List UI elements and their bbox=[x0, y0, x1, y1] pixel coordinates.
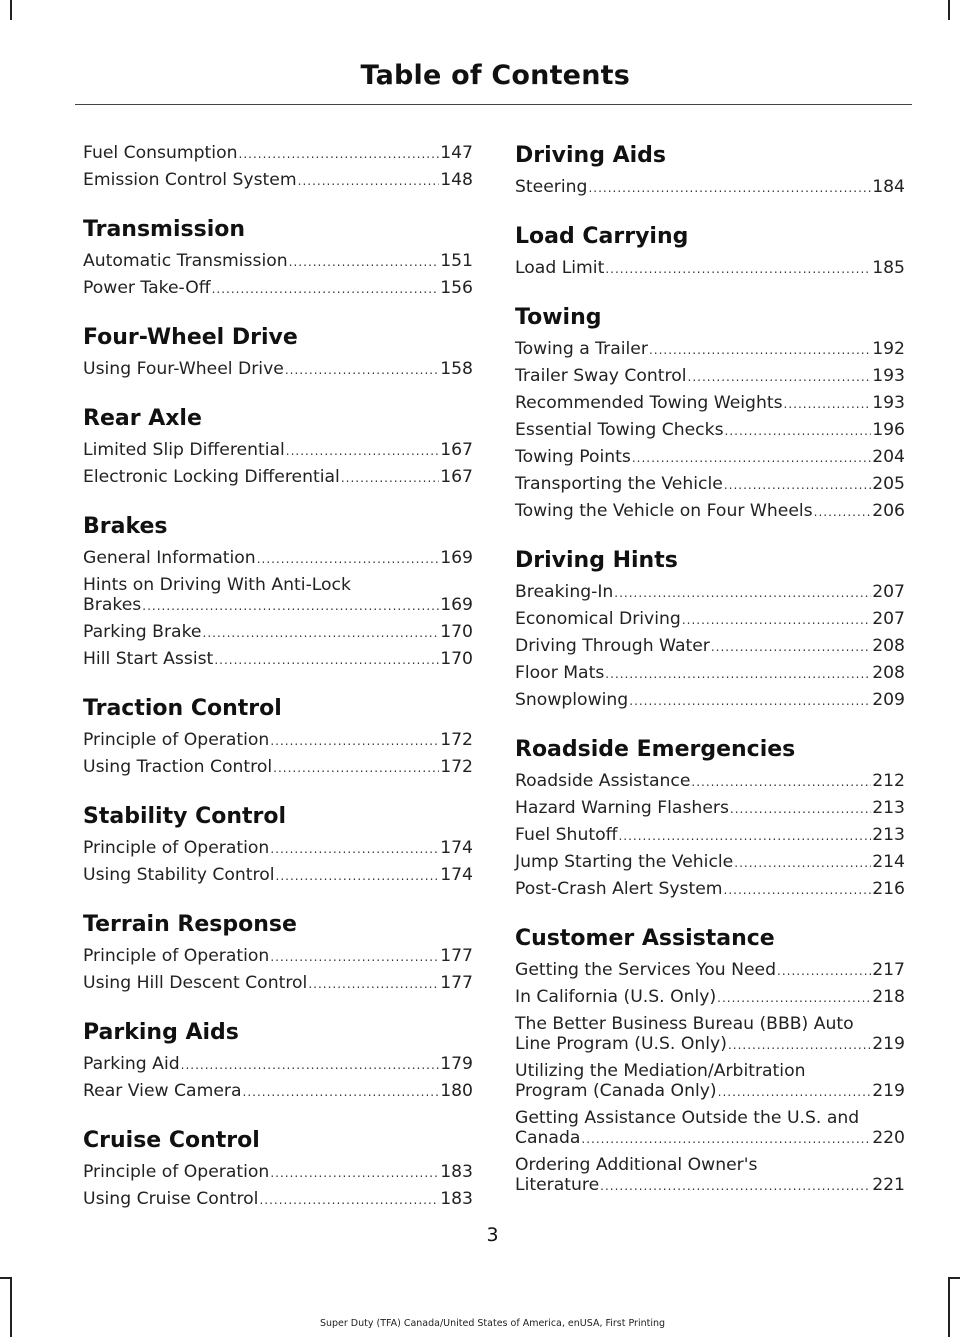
toc-entry[interactable] bbox=[515, 420, 905, 441]
dot-leader bbox=[717, 988, 871, 1008]
toc-entry[interactable] bbox=[515, 1014, 905, 1055]
crop-mark-top-left bbox=[10, 0, 12, 20]
toc-entry-title: Using Four-Wheel Drive bbox=[83, 359, 284, 379]
section-heading: Transmission bbox=[83, 217, 246, 242]
toc-entry-page: 148 bbox=[440, 170, 473, 190]
toc-entry[interactable] bbox=[83, 251, 473, 272]
toc-entry-page: 208 bbox=[872, 663, 905, 683]
toc-section bbox=[83, 143, 473, 191]
toc-entry-page: 177 bbox=[440, 946, 473, 966]
toc-entry-title-line1: Getting Assistance Outside the U.S. and bbox=[515, 1108, 860, 1128]
toc-section bbox=[515, 224, 905, 279]
toc-entry[interactable] bbox=[83, 973, 473, 994]
toc-entry-title: Economical Driving bbox=[515, 609, 681, 629]
toc-entry-title: Program (Canada Only) bbox=[515, 1081, 717, 1101]
section-heading: Roadside Emergencies bbox=[515, 737, 796, 762]
toc-entry-page: 219 bbox=[872, 1081, 905, 1101]
toc-entry-title: Hazard Warning Flashers bbox=[515, 798, 729, 818]
dot-leader bbox=[600, 1176, 871, 1196]
dot-leader bbox=[308, 974, 439, 994]
section-heading: Terrain Response bbox=[83, 912, 297, 937]
toc-entry-page: 208 bbox=[872, 636, 905, 656]
crop-mark-top-right bbox=[948, 0, 950, 20]
toc-right-column bbox=[515, 143, 905, 1222]
toc-entry-page: 169 bbox=[440, 548, 473, 568]
toc-section bbox=[83, 804, 473, 886]
crop-mark-bottom-right-h bbox=[948, 1277, 960, 1279]
dot-leader bbox=[784, 394, 872, 414]
toc-entry-page: 177 bbox=[440, 973, 473, 993]
toc-entry-title: Transporting the Vehicle bbox=[515, 474, 723, 494]
toc-section bbox=[515, 305, 905, 522]
toc-entry-title: Parking Brake bbox=[83, 622, 202, 642]
dot-leader bbox=[629, 691, 871, 711]
toc-entry-page: 179 bbox=[440, 1054, 473, 1074]
toc-entry[interactable] bbox=[515, 663, 905, 684]
toc-entry-page: 216 bbox=[872, 879, 905, 899]
toc-entry[interactable] bbox=[83, 1081, 473, 1102]
toc-entry[interactable] bbox=[83, 1162, 473, 1183]
toc-entry[interactable] bbox=[515, 1061, 905, 1102]
dot-leader bbox=[214, 650, 439, 670]
section-heading: Driving Hints bbox=[515, 548, 678, 573]
dot-leader bbox=[203, 623, 440, 643]
dot-leader bbox=[725, 421, 872, 441]
dot-leader bbox=[649, 340, 871, 360]
dot-leader bbox=[270, 839, 439, 859]
toc-entry[interactable] bbox=[515, 366, 905, 387]
toc-entry-title: Canada bbox=[515, 1128, 581, 1148]
dot-leader bbox=[243, 1082, 440, 1102]
toc-entry-page: 196 bbox=[872, 420, 905, 440]
page-number: 3 bbox=[486, 1224, 499, 1246]
toc-entry-page: 218 bbox=[872, 987, 905, 1007]
section-heading: Rear Axle bbox=[83, 406, 202, 431]
toc-section bbox=[83, 514, 473, 670]
dot-leader bbox=[581, 1129, 871, 1149]
toc-entry-page: 183 bbox=[440, 1162, 473, 1182]
toc-entry-title: Trailer Sway Control bbox=[515, 366, 687, 386]
toc-entry-page: 170 bbox=[440, 649, 473, 669]
dot-leader bbox=[341, 468, 439, 488]
toc-entry-page: 219 bbox=[872, 1034, 905, 1054]
section-heading: Stability Control bbox=[83, 804, 287, 829]
toc-entry[interactable] bbox=[83, 622, 473, 643]
toc-entry-page: 204 bbox=[872, 447, 905, 467]
toc-entry-page: 207 bbox=[872, 582, 905, 602]
toc-entry-title: Parking Aid bbox=[83, 1054, 180, 1074]
toc-entry-page: 213 bbox=[872, 798, 905, 818]
footer-text: Super Duty (TFA) Canada/United States of America, enUSA, First Printing bbox=[319, 1318, 666, 1329]
section-heading: Four-Wheel Drive bbox=[83, 325, 298, 350]
toc-entry-title: Electronic Locking Differential bbox=[83, 467, 340, 487]
dot-leader bbox=[682, 610, 871, 630]
toc-entry-page: 192 bbox=[872, 339, 905, 359]
toc-entry-page: 183 bbox=[440, 1189, 473, 1209]
toc-entry[interactable] bbox=[515, 447, 905, 468]
toc-entry-title: Automatic Transmission bbox=[83, 251, 288, 271]
toc-entry[interactable] bbox=[515, 852, 905, 873]
toc-entry[interactable] bbox=[515, 258, 905, 279]
toc-entry-title: Post-Crash Alert System bbox=[515, 879, 723, 899]
dot-leader bbox=[276, 866, 440, 886]
dot-leader bbox=[270, 947, 439, 967]
toc-section bbox=[515, 548, 905, 711]
dot-leader bbox=[724, 475, 871, 495]
page-title: Table of Contents bbox=[360, 60, 630, 91]
section-heading: Parking Aids bbox=[83, 1020, 239, 1045]
section-heading: Cruise Control bbox=[83, 1128, 260, 1153]
toc-section bbox=[83, 406, 473, 488]
toc-entry-title: Hill Start Assist bbox=[83, 649, 214, 669]
dot-leader bbox=[728, 1035, 871, 1055]
toc-entry[interactable] bbox=[83, 467, 473, 488]
toc-entry-page: 172 bbox=[440, 757, 473, 777]
dot-leader bbox=[142, 596, 439, 616]
section-heading: Traction Control bbox=[83, 696, 282, 721]
toc-entry-title: Jump Starting the Vehicle bbox=[515, 852, 734, 872]
toc-entry[interactable] bbox=[83, 649, 473, 670]
toc-entry[interactable] bbox=[83, 730, 473, 751]
toc-entry[interactable] bbox=[83, 548, 473, 569]
toc-entry[interactable] bbox=[83, 440, 473, 461]
toc-entry[interactable] bbox=[515, 1108, 905, 1149]
toc-entry[interactable] bbox=[515, 636, 905, 657]
toc-entry[interactable] bbox=[83, 143, 473, 164]
dot-leader bbox=[814, 502, 872, 522]
toc-entry-title: Principle of Operation bbox=[83, 1162, 270, 1182]
section-heading: Customer Assistance bbox=[515, 926, 775, 951]
section-heading: Brakes bbox=[83, 514, 168, 539]
toc-entry-page: 147 bbox=[440, 143, 473, 163]
dot-leader bbox=[711, 637, 871, 657]
toc-entry[interactable] bbox=[515, 960, 905, 981]
toc-entry-title: Using Cruise Control bbox=[83, 1189, 259, 1209]
toc-entry[interactable] bbox=[515, 582, 905, 603]
toc-entry-page: 185 bbox=[872, 258, 905, 278]
toc-entry-title: Principle of Operation bbox=[83, 946, 270, 966]
dot-leader bbox=[289, 252, 440, 272]
toc-entry-title: Power Take-Off bbox=[83, 278, 211, 298]
toc-entry-title: Towing a Trailer bbox=[515, 339, 648, 359]
dot-leader bbox=[257, 549, 439, 569]
toc-entry-title-line1: Utilizing the Mediation/Arbitration bbox=[515, 1061, 806, 1081]
dot-leader bbox=[724, 880, 872, 900]
dot-leader bbox=[777, 961, 871, 981]
toc-entry[interactable] bbox=[515, 474, 905, 495]
toc-entry[interactable] bbox=[83, 1054, 473, 1075]
toc-entry-title: Emission Control System bbox=[83, 170, 297, 190]
toc-entry-title: Using Hill Descent Control bbox=[83, 973, 308, 993]
toc-section bbox=[515, 926, 905, 1196]
toc-entry-page: 170 bbox=[440, 622, 473, 642]
toc-entry[interactable] bbox=[515, 825, 905, 846]
toc-entry-title: Essential Towing Checks bbox=[515, 420, 724, 440]
toc-entry-page: 206 bbox=[872, 501, 905, 521]
dot-leader bbox=[734, 853, 871, 873]
toc-section bbox=[83, 325, 473, 380]
toc-section bbox=[83, 696, 473, 778]
toc-entry-page: 209 bbox=[872, 690, 905, 710]
toc-entry-page: 193 bbox=[872, 393, 905, 413]
toc-section bbox=[515, 737, 905, 900]
toc-entry[interactable] bbox=[515, 177, 905, 198]
section-heading: Load Carrying bbox=[515, 224, 689, 249]
toc-entry[interactable] bbox=[515, 1155, 905, 1196]
toc-section bbox=[83, 1020, 473, 1102]
dot-leader bbox=[273, 758, 439, 778]
toc-entry-title: Breaking-In bbox=[515, 582, 614, 602]
toc-entry-title-line1: The Better Business Bureau (BBB) Auto bbox=[515, 1014, 854, 1034]
toc-entry-page: 174 bbox=[440, 865, 473, 885]
dot-leader bbox=[605, 259, 871, 279]
toc-entry[interactable] bbox=[515, 609, 905, 630]
toc-entry-page: 207 bbox=[872, 609, 905, 629]
toc-entry-page: 158 bbox=[440, 359, 473, 379]
toc-entry-title: Using Stability Control bbox=[83, 865, 275, 885]
dot-leader bbox=[618, 826, 871, 846]
toc-entry-page: 151 bbox=[440, 251, 473, 271]
toc-left-column bbox=[83, 143, 473, 1236]
toc-entry-page: 184 bbox=[872, 177, 905, 197]
dot-leader bbox=[270, 1163, 439, 1183]
toc-entry[interactable] bbox=[83, 170, 473, 191]
toc-entry-page: 212 bbox=[872, 771, 905, 791]
toc-entry-page: 169 bbox=[440, 595, 473, 615]
toc-entry-page: 220 bbox=[872, 1128, 905, 1148]
toc-entry-title: Limited Slip Differential bbox=[83, 440, 285, 460]
toc-entry-title: General Information bbox=[83, 548, 256, 568]
dot-leader bbox=[605, 664, 871, 684]
dot-leader bbox=[688, 367, 872, 387]
toc-entry[interactable] bbox=[515, 690, 905, 711]
toc-entry[interactable] bbox=[83, 865, 473, 886]
dot-leader bbox=[285, 360, 439, 380]
toc-entry-title: Towing the Vehicle on Four Wheels bbox=[515, 501, 813, 521]
toc-entry-title: Rear View Camera bbox=[83, 1081, 242, 1101]
toc-entry[interactable] bbox=[83, 838, 473, 859]
toc-entry-title: Towing Points bbox=[515, 447, 631, 467]
toc-entry-page: 193 bbox=[872, 366, 905, 386]
toc-entry-title: Floor Mats bbox=[515, 663, 605, 683]
toc-entry-page: 205 bbox=[872, 474, 905, 494]
dot-leader bbox=[691, 772, 871, 792]
toc-entry[interactable] bbox=[83, 757, 473, 778]
toc-section bbox=[83, 217, 473, 299]
toc-entry[interactable] bbox=[515, 798, 905, 819]
toc-entry-title: Snowplowing bbox=[515, 690, 629, 710]
toc-entry-title: Driving Through Water bbox=[515, 636, 710, 656]
dot-leader bbox=[632, 448, 871, 468]
dot-leader bbox=[718, 1082, 872, 1102]
toc-entry[interactable] bbox=[83, 946, 473, 967]
section-heading: Driving Aids bbox=[515, 143, 667, 168]
toc-section bbox=[83, 912, 473, 994]
toc-entry-title: Load Limit bbox=[515, 258, 605, 278]
toc-entry-title: Fuel Consumption bbox=[83, 143, 238, 163]
toc-entry[interactable] bbox=[83, 1189, 473, 1210]
toc-entry[interactable] bbox=[515, 393, 905, 414]
toc-entry-title: Fuel Shutoff bbox=[515, 825, 618, 845]
toc-entry-page: 180 bbox=[440, 1081, 473, 1101]
header-divider bbox=[75, 104, 912, 105]
toc-entry-title: Line Program (U.S. Only) bbox=[515, 1034, 727, 1054]
toc-entry-page: 213 bbox=[872, 825, 905, 845]
dot-leader bbox=[181, 1055, 440, 1075]
toc-entry-title: Literature bbox=[515, 1175, 600, 1195]
toc-entry[interactable] bbox=[515, 501, 905, 522]
toc-entry[interactable] bbox=[83, 359, 473, 380]
toc-entry-title: Getting the Services You Need bbox=[515, 960, 777, 980]
toc-section bbox=[515, 143, 905, 198]
toc-entry[interactable] bbox=[515, 879, 905, 900]
dot-leader bbox=[614, 583, 871, 603]
toc-entry[interactable] bbox=[515, 339, 905, 360]
toc-entry-page: 174 bbox=[440, 838, 473, 858]
toc-entry-page: 217 bbox=[872, 960, 905, 980]
toc-entry-title: Using Traction Control bbox=[83, 757, 273, 777]
toc-entry-page: 172 bbox=[440, 730, 473, 750]
toc-entry-title: In California (U.S. Only) bbox=[515, 987, 717, 1007]
toc-entry-title: Principle of Operation bbox=[83, 838, 270, 858]
toc-section bbox=[83, 1128, 473, 1210]
crop-mark-bottom-left-h bbox=[0, 1277, 12, 1279]
toc-entry-title: Roadside Assistance bbox=[515, 771, 691, 791]
toc-entry-page: 167 bbox=[440, 440, 473, 460]
dot-leader bbox=[298, 171, 440, 191]
toc-entry-page: 214 bbox=[872, 852, 905, 872]
dot-leader bbox=[730, 799, 871, 819]
toc-entry[interactable] bbox=[515, 987, 905, 1008]
dot-leader bbox=[588, 178, 871, 198]
toc-entry-page: 156 bbox=[440, 278, 473, 298]
dot-leader bbox=[239, 144, 440, 164]
dot-leader bbox=[286, 441, 439, 461]
toc-entry[interactable] bbox=[83, 575, 473, 616]
toc-entry-page: 221 bbox=[872, 1175, 905, 1195]
dot-leader bbox=[212, 279, 440, 299]
toc-entry-title: Steering bbox=[515, 177, 588, 197]
toc-entry-title: Principle of Operation bbox=[83, 730, 270, 750]
dot-leader bbox=[270, 731, 439, 751]
toc-entry-title: Brakes bbox=[83, 595, 142, 615]
toc-entry-title-line1: Ordering Additional Owner's bbox=[515, 1155, 758, 1175]
toc-entry[interactable] bbox=[83, 278, 473, 299]
toc-entry-title: Recommended Towing Weights bbox=[515, 393, 783, 413]
toc-entry-page: 167 bbox=[440, 467, 473, 487]
dot-leader bbox=[259, 1190, 439, 1210]
toc-entry-title-line1: Hints on Driving With Anti-Lock bbox=[83, 575, 351, 595]
toc-entry[interactable] bbox=[515, 771, 905, 792]
section-heading: Towing bbox=[515, 305, 602, 330]
